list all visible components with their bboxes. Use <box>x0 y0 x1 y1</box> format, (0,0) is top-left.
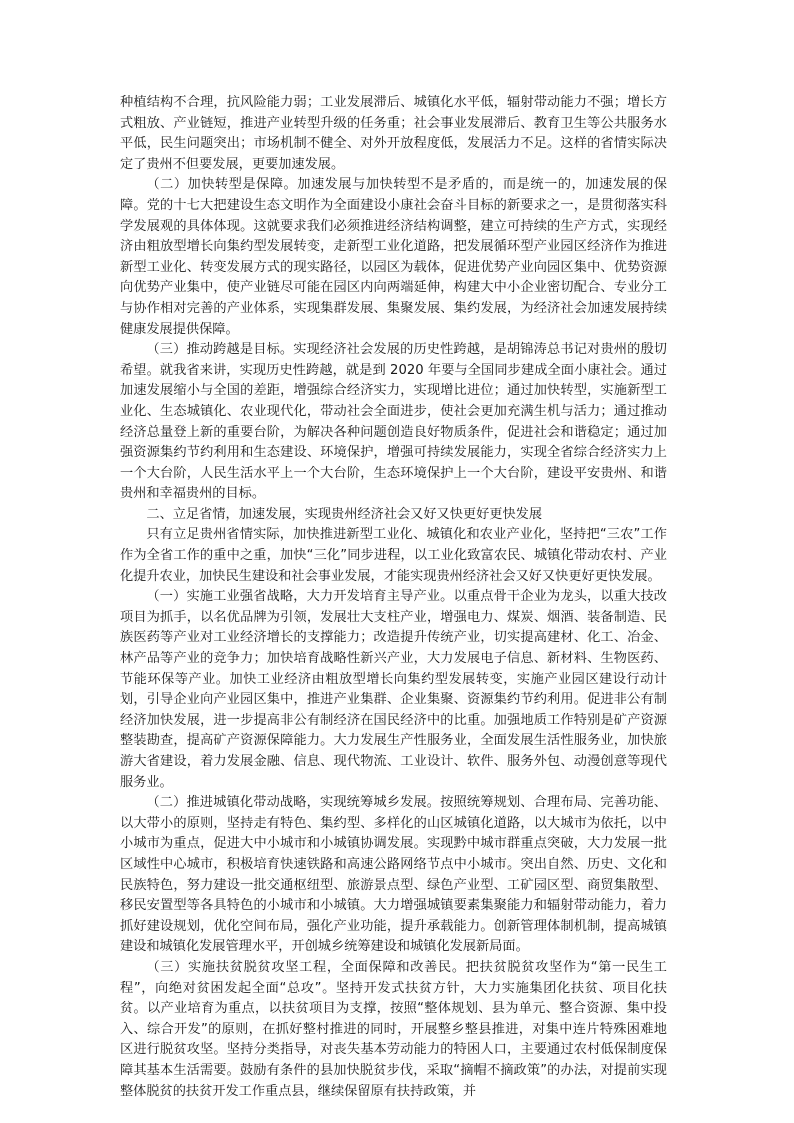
paragraph-transformation: （二）加快转型是保障。加速发展与加快转型不是矛盾的，而是统一的，加速发展的保障。党的十七大把建设生态文明作为全面建设小康社会奋斗目标的新要求之一，是贯彻落实科学发展观的具体体现。这就要求我们必须推进经济结构调整，建立可持续的生产方式，实现经济由粗放型增长向集约型发展转变，走新型工业化道路，把发展循环型产业园区经济作为推进新型工业化、转变发展方式的现实路径，以园区为载体，促进优势产业向园区集中、优势资源向优势产业集中，使产业链尽可能在园区内向两端延伸，构建大中小企业密切配合、专业分工与协作相对完善的产业体系，实现集群发展、集聚发展、集约发展，为经济社会加速发展持续健康发展提供保障。 <box>120 177 667 337</box>
paragraph-industry-strategy: （一）实施工业强省战略，大力开发培育主导产业。以重点骨干企业为龙头，以重大技改项目为抓手，以名优品牌为引领，发展壮大支柱产业，增强电力、煤炭、烟酒、装备制造、民族医药等产业对工业经济增长的支撑能力；改造提升传统产业，切实提高建材、化工、冶金、林产品等产业的竞争力；加快培育战略性新兴产业，大力发展电子信息、新材料、生物医药、节能环保等产业。加快工业经济由粗放型增长向集约型发展转变，实施产业园区建设行动计划，引导企业向产业园区集中，推进产业集群、企业集聚、资源集约节约利用。促进非公有制经济加快发展，进一步提高非公有制经济在国民经济中的比重。加强地质工作特别是矿产资源整装勘查，提高矿产资源保障能力。大力发展生产性服务业，全面发展生活性服务业，加快旅游大省建设，着力发展金融、信息、现代物流、工业设计、软件、服务外包、动漫创意等现代服务业。 <box>120 589 667 790</box>
section-heading-two: 二、立足省情，加速发展，实现贵州经济社会又好又快更好更快发展 <box>146 506 543 522</box>
paragraph-leapfrog: （三）推动跨越是目标。实现经济社会发展的历史性跨越，是胡锦涛总书记对贵州的殷切希望。就我省来讲，实现历史性跨越，就是到 2020 年要与全国同步建成全面小康社会。通过加速发展缩小与全国的差距，增强综合经济实力，实现增比进位；通过加快转型，实施新型工业化、生态城镇化、农业现代化，带动社会全面进步，使社会更加充满生机与活力；通过推动经济总量登上新的重要台阶，为解决各种问题创造良好物质条件，促进社会和谐稳定；通过加强资源集约节约利用和生态建设、环境保护，增强可持续发展能力，实现全省综合经济实力上一个大台阶，人民生活水平上一个大台阶，生态环境保护上一个大台阶，建设平安贵州、和谐贵州和幸福贵州的目标。 <box>120 342 667 502</box>
paragraph-urbanization-strategy: （二）推进城镇化带动战略，实现统筹城乡发展。按照统筹规划、合理布局、完善功能、以大带小的原则，坚持走有特色、集约型、多样化的山区城镇化道路，以大城市为依托，以中小城市为重点，促进大中小城市和小城镇协调发展。实现黔中城市群重点突破，大力发展一批区域性中心城市，积极培育快速铁路和高速公路网络节点中小城市。突出自然、历史、文化和民族特色，努力建设一批交通枢纽型、旅游景点型、绿色产业型、工矿园区型、商贸集散型、移民安置型等各具特色的小城市和小城镇。大力增强城镇要素集聚能力和辐射带动能力，着力抓好建设规划，优化空间布局，强化产业功能，提升承载能力。创新管理体制机制，提高城镇建设和城镇化发展管理水平，开创城乡统筹建设和城镇化发展新局面。 <box>120 795 667 955</box>
paragraph-section-two-intro: 只有立足贵州省情实际，加快推进新型工业化、城镇化和农业产业化，坚持把“三农”工作作为全省工作的重中之重，加快“三化”同步进程，以工业化致富农民、城镇化带动农村、产业化提升农业，加快民生建设和社会事业发展，才能实现贵州经济社会又好又快更好更快发展。 <box>120 527 667 584</box>
paragraph-poverty-alleviation: （三）实施扶贫脱贫攻坚工程，全面保障和改善民。把扶贫脱贫攻坚作为“第一民生工程”，向绝对贫困发起全面“总攻”。坚持开发式扶贫方针，大力实施集团化扶贫、项目化扶贫。以产业培育为重点，以扶贫项目为支撑，按照“整体规划、县为单元、整合资源、集中投入、综合开发”的原则，在抓好整村推进的同时，开展整乡整县推进，对集中连片特殊困难地区进行脱贫攻坚。坚持分类指导，对丧失基本劳动能力的特困人口，主要通过农村低保制度保障其基本生活需要。鼓励有条件的县加快脱贫步伐，采取“摘帽不摘政策”的办法，对提前实现整体脱贫的扶贫开发工作重点县，继续保留原有扶持政策，并 <box>120 959 667 1099</box>
document-body <box>120 93 667 1102</box>
paragraph-intro: 种植结构不合理，抗风险能力弱；工业发展滞后、城镇化水平低，辐射带动能力不强；增长方式粗放、产业链短，推进产业转型升级的任务重；社会事业发展滞后、教育卫生等公共服务水平低，民生问题突出；市场机制不健全、对外开放程度低，发展活力不足。这样的省情实际决定了贵州不但要发展，更要加速发展。 <box>120 95 667 172</box>
